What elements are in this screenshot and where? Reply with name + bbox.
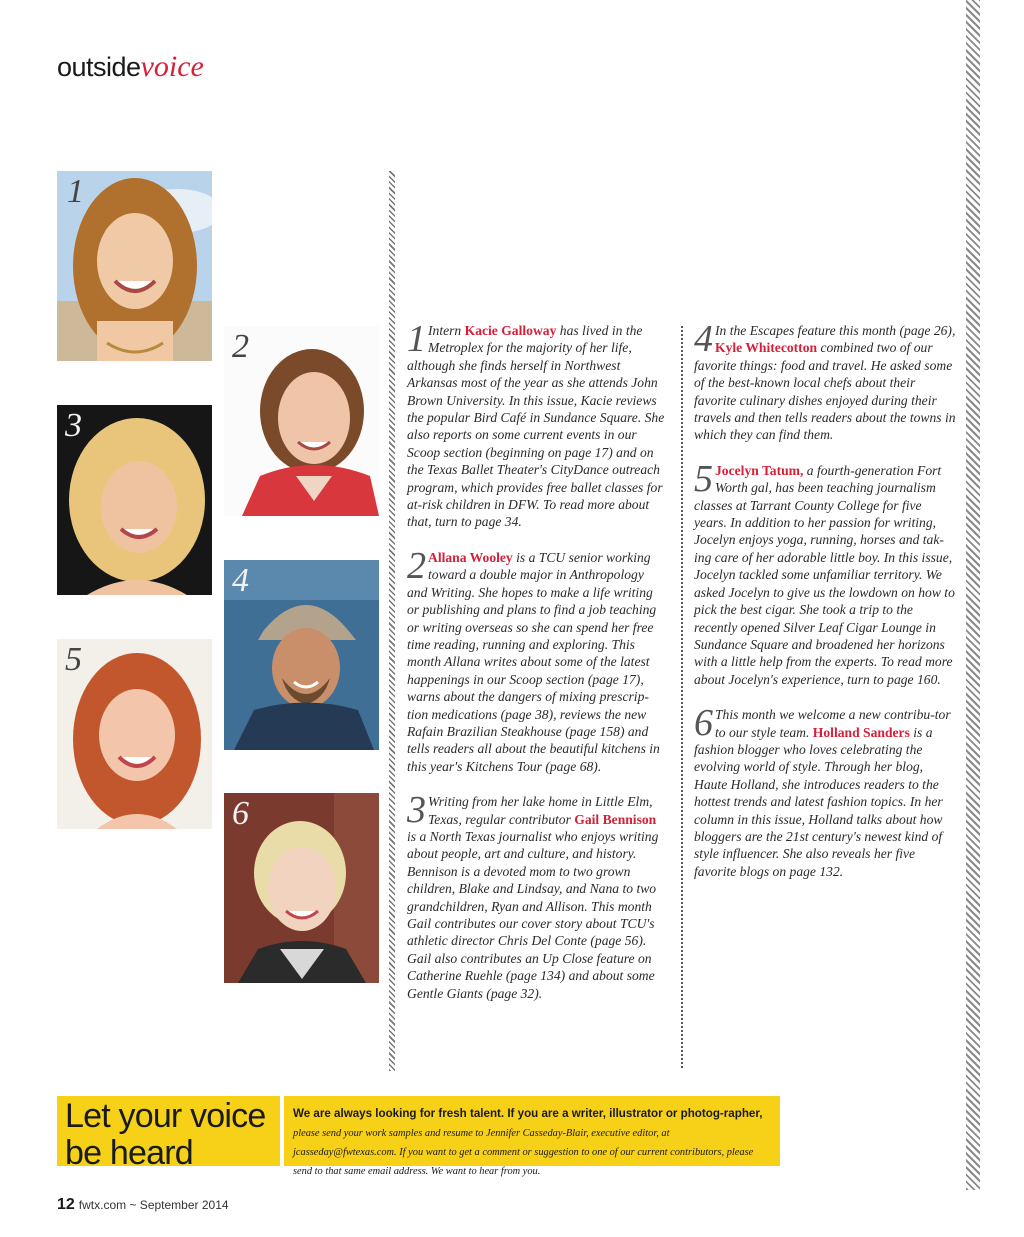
masthead-voice: voice bbox=[140, 50, 204, 83]
edge-hatch-decoration bbox=[966, 0, 980, 1190]
contributor-name-2: Allana Wooley bbox=[428, 549, 513, 565]
contributor-entry-1: 1 Intern Kacie Galloway has lived in the Metroplex for the majority of her life, although she finds herself in Northwest Arkansas most of the year as she attends John Brown University. In this issue, Kacie reviews the popular Bird Café in Sundance Square. She also reports on some current events in our Scoop section (beginning on page 17) and on the Texas Ballet Theater's CityDance outreach program, which provides free ballet classes for at-risk children in DFW. To read more about that, turn to page 34. bbox=[407, 318, 665, 530]
contributor-photo-2 bbox=[224, 326, 379, 516]
contributor-photo-6 bbox=[224, 793, 379, 983]
photo-number-5: 5 bbox=[65, 641, 82, 678]
contributor-name-1: Kacie Galloway bbox=[464, 323, 557, 338]
column-divider-left bbox=[389, 171, 395, 1071]
entry-number-2: 2 bbox=[407, 544, 426, 587]
callout-text bbox=[284, 1096, 780, 1178]
photo-number-6: 6 bbox=[232, 795, 249, 832]
contributor-entry-5: 5 Jocelyn Tatum, a fourth-generation Fort Worth gal, has been teaching journalism classes at Tarrant County College for five years. In addition to her passion for writing, Jocelyn enjoys yoga, running, horses and tak-ing care of her adorable little boy. In this issue, Jocelyn tackled some unfamiliar territory. We asked Jocelyn to give us the lowdown on how to pick the best cigar. She took a trip to the recently opened Silver Leaf Cigar Lounge in Sundance Square and broadened her horizons with a little help from the experts. To read more about Jocelyn's experience, turn to page 160. bbox=[694, 457, 955, 687]
callout-title-line-2: be heard bbox=[65, 1134, 193, 1172]
contributor-name-4: Kyle Whitecotton bbox=[715, 340, 818, 356]
contributor-photo-4 bbox=[224, 560, 379, 750]
text-column-right bbox=[694, 318, 956, 898]
callout-body-box bbox=[284, 1096, 780, 1177]
section-masthead bbox=[57, 50, 204, 85]
entry-number-1: 1 bbox=[407, 318, 426, 360]
callout-title-line-1: Let your voice bbox=[65, 1097, 266, 1135]
entry-number-5: 5 bbox=[694, 457, 713, 500]
callout-lead: We are always looking for fresh talent. If you are a writer, illustrator or photog-rapher, bbox=[293, 1107, 763, 1120]
page-footer bbox=[57, 1196, 229, 1214]
footer-text: fwtx.com ~ September 2014 bbox=[78, 1198, 229, 1212]
contributor-name-5: Jocelyn Tatum, bbox=[715, 462, 804, 478]
entry-number-4: 4 bbox=[694, 318, 713, 360]
entry-number-3: 3 bbox=[407, 789, 426, 832]
contributor-name-6: Holland Sanders bbox=[812, 724, 910, 740]
contributor-entry-4: 4 In the Escapes feature this month (page 26), Kyle Whitecotton combined two of our favorite things: food and travel. He asked some of the best-known local chefs about their favorite culinary dishes enjoyed during their travels and then tells readers about the towns in which they can find them. bbox=[694, 318, 956, 443]
photo-number-1: 1 bbox=[67, 173, 84, 210]
photo-number-3: 3 bbox=[65, 407, 82, 444]
contributor-entry-2: 2 Allana Wooley is a TCU senior working toward a double major in Anthropology and Writing. She hopes to make a life writing or publishing and plans to find a job teaching or writing overseas so she can spend her free time reading, running and exploring. This month Allana writes about some of the latest happenings in our Scoop section (page 17), warns about the dangers of mixing prescrip-tion medications (page 38), reviews the new Rafain Brazilian Steakhouse (page 158) and tells readers all about the beautiful kitchens in this year's Kitchens Tour (page 68). bbox=[407, 544, 660, 774]
callout-title-box bbox=[57, 1096, 280, 1172]
contributor-photo-3 bbox=[57, 405, 212, 595]
contributor-photo-1 bbox=[57, 171, 212, 361]
photo-number-2: 2 bbox=[232, 328, 249, 365]
callout-details: please send your work samples and resume to Jennifer Casseday-Blair, executive editor, at jcasseday@fwtexas.com. If you want to get a comment or suggestion to one of our current contributors, please send to that same email address. We want to hear from you. bbox=[293, 1128, 754, 1177]
page-number: 12 bbox=[57, 1196, 75, 1213]
contributor-name-3: Gail Bennison bbox=[574, 811, 657, 827]
contributor-photo-5 bbox=[57, 639, 212, 829]
column-divider-middle bbox=[681, 326, 683, 1068]
entry-number-6: 6 bbox=[694, 702, 713, 745]
text-column-left bbox=[407, 318, 667, 1020]
contributor-entry-3: 3 Writing from her lake home in Little Elm, Texas, regular contributor Gail Bennison is a North Texas journalist who enjoys writing about people, art and culture, and history. Bennison is a devoted mom to two grown children, Blake and Lindsay, and Nana to two grandchildren, Ryan and Allison. This month Gail contributes our cover story about TCU's athletic director Chris Del Conte (page 56). Gail also contributes an Up Close feature on Catherine Ruehle (page 134) and about some Gentle Giants (page 32). bbox=[407, 789, 659, 1001]
photo-number-4: 4 bbox=[232, 562, 249, 599]
contributor-entry-6: 6 This month we welcome a new contribu-tor to our style team. Holland Sanders is a fashion blogger who loves celebrating the evolving world of style. Through her blog, Haute Holland, she introduces readers to the hottest trends and latest fashion topics. In her column in this issue, Holland talks about how bloggers are the 21st century's newest kind of style influencer. She also reveals her five favorite blogs on page 132. bbox=[694, 702, 951, 879]
masthead-outside: outside bbox=[57, 52, 141, 82]
